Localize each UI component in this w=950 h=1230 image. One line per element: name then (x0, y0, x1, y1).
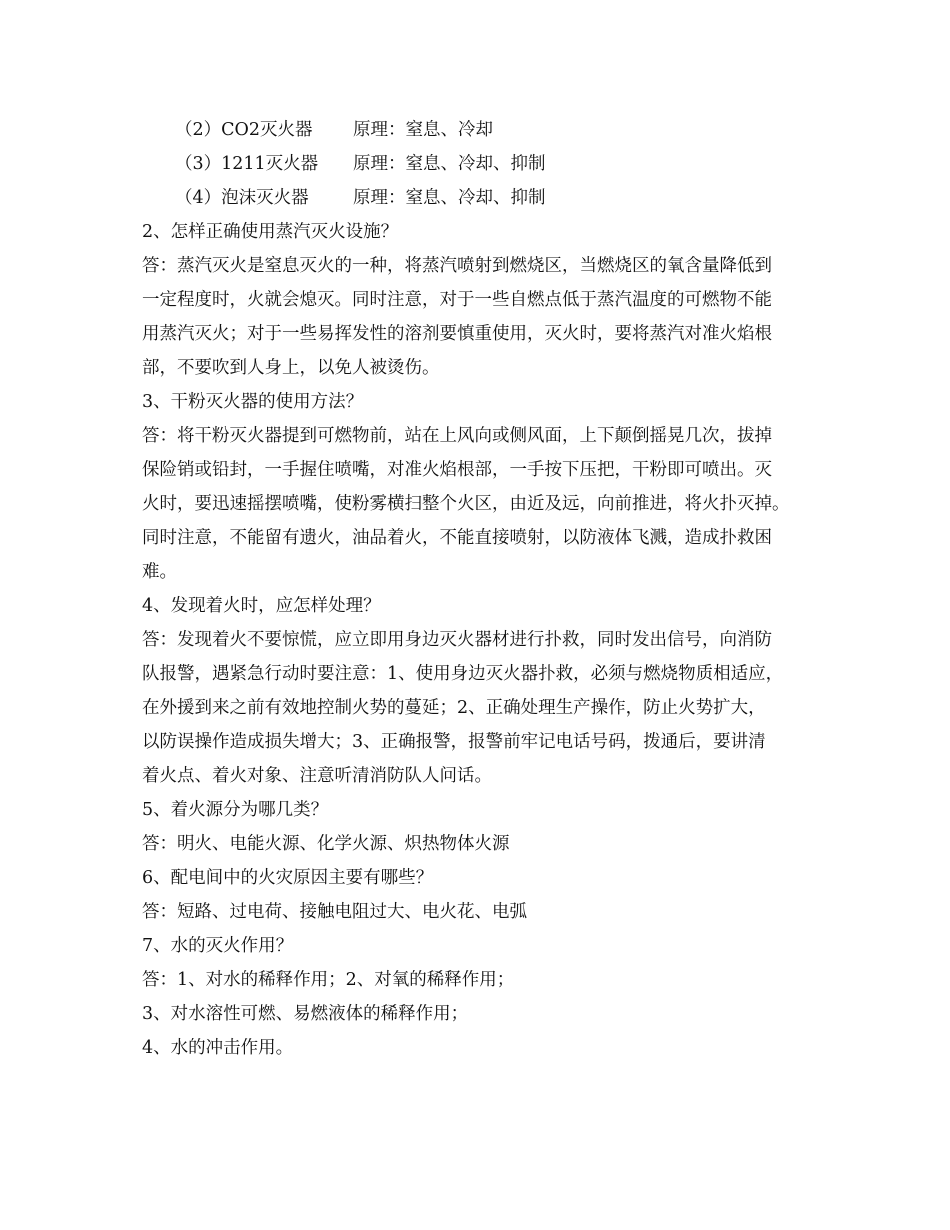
answer-4-line-3: 在外援到来之前有效地控制火势的蔓延；2、正确处理生产操作，防止火势扩大， (142, 698, 766, 718)
answer-2-line-1: 答：蒸汽灭火是窒息灭火的一种，将蒸汽喷射到燃烧区，当燃烧区的氧含量降低到 (142, 256, 772, 276)
answer-3-line-1: 答：将干粉灭火器提到可燃物前，站在上风向或侧风面，上下颠倒摇晃几次，拔掉 (142, 426, 772, 446)
answer-7-line-1: 答：1、对水的稀释作用；2、对氧的稀释作用； (142, 970, 515, 990)
extinguisher-name: （2）CO2灭火器 (175, 120, 313, 140)
answer-2-line-3: 用蒸汽灭火；对于一些易挥发性的溶剂要慎重使用，灭火时，要将蒸汽对准火焰根 (142, 324, 772, 344)
answer-4-line-4: 以防误操作造成损失增大；3、正确报警，报警前牢记电话号码，拨通后，要讲清 (142, 732, 766, 752)
answer-5: 答：明火、电能火源、化学火源、炽热物体火源 (142, 834, 510, 854)
answer-6: 答：短路、过电荷、接触电阻过大、电火花、电弧 (142, 902, 527, 922)
answer-2-line-2: 一定程度时，火就会熄灭。同时注意，对于一些自燃点低于蒸汽温度的可燃物不能 (142, 290, 772, 310)
question-4: 4、发现着火时，应怎样处理？ (142, 596, 381, 616)
answer-7-line-3: 4、水的冲击作用。 (142, 1038, 294, 1058)
extinguisher-name: （3）1211灭火器 (175, 154, 319, 174)
answer-4-line-5: 着火点、着火对象、注意听清消防队人问话。 (142, 766, 492, 786)
extinguisher-co2 (175, 113, 493, 147)
question-2: 2、怎样正确使用蒸汽灭火设施？ (142, 222, 399, 242)
extinguisher-principle: 原理：窒息、冷却、抑制 (353, 154, 546, 174)
extinguisher-1211 (175, 147, 546, 181)
answer-2-line-4: 部，不要吹到人身上，以免人被烫伤。 (142, 358, 440, 378)
answer-4-line-2: 队报警，遇紧急行动时要注意：1、使用身边灭火器扑救，必须与燃烧物质相适应， (142, 664, 784, 684)
question-5: 5、着火源分为哪几类？ (142, 800, 329, 820)
question-7: 7、水的灭火作用？ (142, 936, 294, 956)
question-6: 6、配电间中的火灾原因主要有哪些？ (142, 868, 434, 888)
answer-3-line-3: 火时，要迅速摇摆喷嘴，使粉雾横扫整个火区，由近及远，向前推进，将火扑灭掉。 (142, 494, 790, 514)
extinguisher-foam (175, 181, 546, 215)
extinguisher-principle: 原理：窒息、冷却、抑制 (353, 188, 546, 208)
answer-3-line-4: 同时注意，不能留有遗火，油品着火，不能直接喷射，以防液体飞溅，造成扑救困 (142, 528, 772, 548)
answer-7-line-2: 3、对水溶性可燃、易燃液体的稀释作用； (142, 1004, 469, 1024)
answer-4-line-1: 答：发现着火不要惊慌，应立即用身边灭火器材进行扑救，同时发出信号，向消防 (142, 630, 772, 650)
extinguisher-principle: 原理：窒息、冷却 (353, 120, 493, 140)
answer-3-line-5: 难。 (142, 562, 177, 582)
question-3: 3、干粉灭火器的使用方法？ (142, 392, 364, 412)
extinguisher-name: （4）泡沫灭火器 (175, 188, 309, 208)
answer-3-line-2: 保险销或铅封，一手握住喷嘴，对准火焰根部，一手按下压把，干粉即可喷出。灭 (142, 460, 772, 480)
